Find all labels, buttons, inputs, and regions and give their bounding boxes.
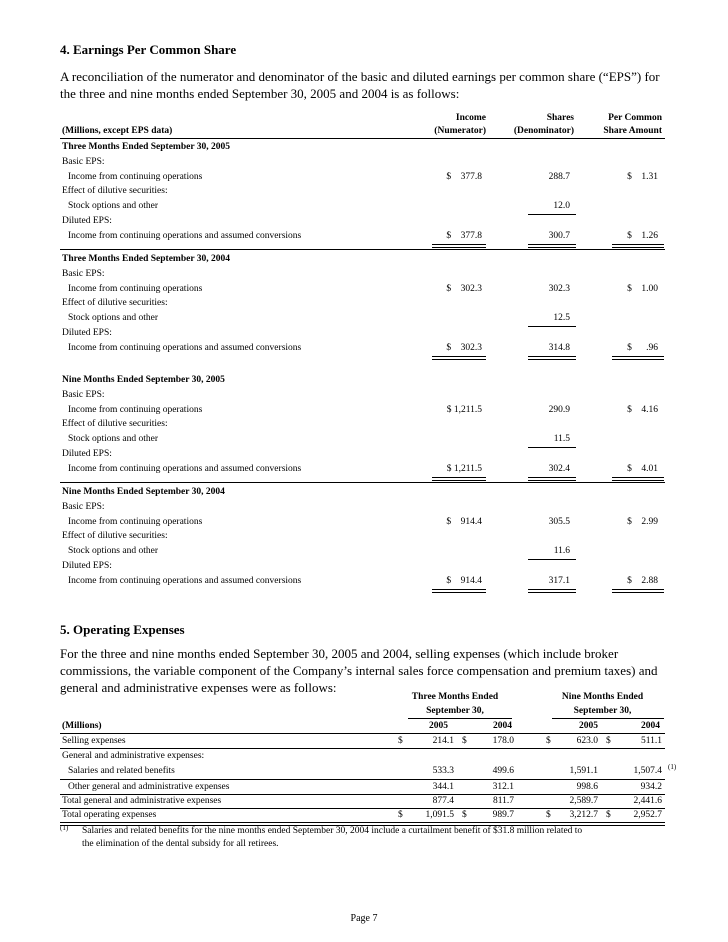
eps-diluted-income-value: $ 914.4: [446, 576, 482, 586]
eps-double-rule: [528, 244, 576, 248]
opex-header-rule: [60, 733, 665, 734]
eps-diluted-label: Diluted EPS:: [62, 216, 112, 226]
eps-block-title: Three Months Ended September 30, 2004: [62, 254, 231, 264]
eps-block-title: Nine Months Ended September 30, 2005: [62, 375, 225, 385]
opex-value: 1,507.4: [633, 766, 662, 776]
opex-value: 623.0: [576, 736, 598, 746]
opex-row-rule: [60, 779, 665, 780]
eps-basic-label: Basic EPS:: [62, 157, 105, 167]
eps-header-income-2: (Numerator): [434, 126, 486, 136]
eps-double-rule: [432, 356, 486, 360]
eps-per-share-value: $ 1.31: [627, 172, 658, 182]
opex-value: 533.3: [432, 766, 454, 776]
section-5-intro: For the three and nine months ended September 30, 2005 and 2004, selling expenses (which include broker commissions, the variable component of the Company’s internal sales force compensation and premium taxes) and general and administrative expenses were as follows:: [60, 646, 658, 695]
eps-diluted-income-label: Income from continuing operations and assumed conversions: [68, 576, 302, 586]
eps-header-rule: [60, 138, 665, 139]
opex-value: 998.6: [576, 782, 598, 792]
eps-basic-label: Basic EPS:: [62, 390, 105, 400]
opex-row-rule: [60, 808, 665, 809]
eps-double-rule: [432, 477, 486, 481]
opex-header-2004: 2004: [493, 721, 512, 731]
eps-diluted-shares-value: 302.4: [548, 464, 570, 474]
opex-row-rule: [60, 794, 665, 795]
opex-dollar-sign: $: [546, 810, 551, 820]
eps-income-label: Income from continuing operations: [68, 405, 203, 415]
opex-header-2005: 2005: [429, 721, 448, 731]
opex-value: 3,212.7: [569, 810, 598, 820]
eps-income-value: $ 1,211.5: [446, 405, 482, 415]
footnote-line-2: the elimination of the dental subsidy for all retirees.: [82, 839, 279, 849]
eps-options-rule: [528, 214, 576, 215]
footnote-line-1: Salaries and related benefits for the nine months ended September 30, 2004 include a curtailment benefit of $31.8 million related to: [82, 826, 583, 836]
opex-dollar-sign: $: [398, 810, 403, 820]
opex-header-nine-1: Nine Months Ended: [561, 692, 644, 702]
eps-diluted-income-label: Income from continuing operations and assumed conversions: [68, 343, 302, 353]
opex-header-three-2: September 30,: [426, 706, 484, 716]
opex-row-rule: [60, 748, 665, 749]
section-4-intro: A reconciliation of the numerator and denominator of the basic and diluted earnings per common share (“EPS”) for the three and nine months ended September 30, 2005 and 2004 is as follows:: [60, 69, 660, 101]
opex-value: 499.6: [492, 766, 514, 776]
eps-block-title: Nine Months Ended September 30, 2004: [62, 487, 225, 497]
eps-double-rule: [528, 356, 576, 360]
eps-diluted-per-share-value: $ 2.88: [627, 576, 658, 586]
eps-per-share-value: $ 1.00: [627, 284, 658, 294]
opex-row-label: Other general and administrative expenses: [68, 782, 230, 792]
eps-diluted-label: Diluted EPS:: [62, 328, 112, 338]
eps-diluted-income-value: $ 377.8: [446, 231, 482, 241]
eps-diluted-per-share-value: $ 4.01: [627, 464, 658, 474]
opex-value: 511.1: [640, 736, 662, 746]
eps-options-rule: [528, 559, 576, 560]
eps-per-share-value: $ 2.99: [627, 517, 658, 527]
eps-options-label: Stock options and other: [68, 546, 158, 556]
eps-diluted-per-share-value: $ .96: [627, 343, 658, 353]
opex-row-label: General and administrative expenses:: [62, 751, 205, 761]
eps-double-rule: [612, 477, 664, 481]
eps-double-rule: [612, 356, 664, 360]
eps-income-value: $ 302.3: [446, 284, 482, 294]
eps-diluted-income-value: $ 1,211.5: [446, 464, 482, 474]
opex-header-2005: 2005: [579, 721, 598, 731]
eps-header-shares-1: Shares: [546, 113, 574, 123]
opex-header-nine-2: September 30,: [573, 706, 632, 716]
eps-effect-label: Effect of dilutive securities:: [62, 186, 168, 196]
opex-row-label: Selling expenses: [62, 736, 126, 746]
opex-value: 344.1: [432, 782, 454, 792]
eps-block-title: Three Months Ended September 30, 2005: [62, 142, 231, 152]
eps-diluted-shares-value: 317.1: [548, 576, 570, 586]
eps-double-rule: [432, 244, 486, 248]
opex-value: 214.1: [432, 736, 454, 746]
eps-double-rule: [528, 477, 576, 481]
opex-dollar-sign: $: [398, 736, 403, 746]
eps-basic-label: Basic EPS:: [62, 269, 105, 279]
opex-value: 2,952.7: [633, 810, 662, 820]
eps-income-label: Income from continuing operations: [68, 172, 203, 182]
opex-value: 989.7: [492, 810, 514, 820]
footnote-mark: (1): [60, 824, 69, 832]
opex-header-rule: [552, 718, 664, 719]
opex-dollar-sign: $: [606, 810, 611, 820]
opex-value: 2,589.7: [569, 796, 598, 806]
eps-diluted-label: Diluted EPS:: [62, 449, 112, 459]
opex-row-label: Total general and administrative expenses: [62, 796, 222, 806]
eps-shares-value: 305.5: [548, 517, 570, 527]
eps-block-rule: [60, 249, 665, 250]
eps-double-rule: [612, 589, 664, 593]
eps-diluted-per-share-value: $ 1.26: [627, 231, 658, 241]
opex-value: 2,441.6: [633, 796, 662, 806]
eps-header-per-2: Share Amount: [603, 126, 662, 136]
eps-income-label: Income from continuing operations: [68, 517, 203, 527]
eps-diluted-label: Diluted EPS:: [62, 561, 112, 571]
eps-income-label: Income from continuing operations: [68, 284, 203, 294]
opex-header-rule: [408, 718, 512, 719]
opex-header-label: (Millions): [62, 721, 102, 731]
eps-shares-value: 288.7: [548, 172, 570, 182]
opex-value: 1,091.5: [425, 810, 454, 820]
opex-value: 811.7: [492, 796, 514, 806]
opex-value: 312.1: [492, 782, 514, 792]
eps-diluted-shares-value: 314.8: [548, 343, 570, 353]
opex-dollar-sign: $: [606, 736, 611, 746]
eps-income-value: $ 914.4: [446, 517, 482, 527]
eps-effect-label: Effect of dilutive securities:: [62, 298, 168, 308]
opex-header-three-1: Three Months Ended: [411, 692, 499, 702]
eps-diluted-shares-value: 300.7: [548, 231, 570, 241]
eps-shares-value: 302.3: [548, 284, 570, 294]
footnote-reference: (1): [668, 763, 677, 771]
eps-options-label: Stock options and other: [68, 313, 158, 323]
eps-income-value: $ 377.8: [446, 172, 482, 182]
section-4-title: 4. Earnings Per Common Share: [60, 42, 237, 57]
eps-double-rule: [432, 589, 486, 593]
eps-shares-value: 290.9: [548, 405, 570, 415]
eps-header-label: (Millions, except EPS data): [62, 126, 173, 136]
eps-block-rule: [60, 482, 665, 483]
opex-value: 877.4: [432, 796, 454, 806]
eps-per-share-value: $ 4.16: [627, 405, 658, 415]
eps-options-label: Stock options and other: [68, 434, 158, 444]
opex-dollar-sign: $: [546, 736, 551, 746]
eps-double-rule: [528, 589, 576, 593]
opex-dollar-sign: $: [462, 810, 467, 820]
eps-options-label: Stock options and other: [68, 201, 158, 211]
eps-options-value: 11.5: [553, 434, 570, 444]
eps-options-rule: [528, 326, 576, 327]
opex-dollar-sign: $: [462, 736, 467, 746]
eps-basic-label: Basic EPS:: [62, 502, 105, 512]
eps-options-value: 11.6: [553, 546, 570, 556]
opex-header-2004: 2004: [641, 721, 660, 731]
eps-double-rule: [612, 244, 664, 248]
opex-row-label: Salaries and related benefits: [68, 766, 175, 776]
eps-options-value: 12.0: [553, 201, 570, 211]
eps-effect-label: Effect of dilutive securities:: [62, 419, 168, 429]
eps-header-shares-2: (Denominator): [513, 126, 574, 136]
eps-header-per-1: Per Common: [608, 113, 662, 123]
eps-options-rule: [528, 447, 576, 448]
eps-options-value: 12.5: [553, 313, 570, 323]
eps-diluted-income-label: Income from continuing operations and assumed conversions: [68, 231, 302, 241]
section-5-title: 5. Operating Expenses: [60, 622, 185, 637]
opex-row-label: Total operating expenses: [62, 810, 157, 820]
eps-header-income-1: Income: [455, 113, 486, 123]
eps-diluted-income-label: Income from continuing operations and assumed conversions: [68, 464, 302, 474]
opex-value: 178.0: [492, 736, 514, 746]
eps-effect-label: Effect of dilutive securities:: [62, 531, 168, 541]
eps-diluted-income-value: $ 302.3: [446, 343, 482, 353]
opex-value: 1,591.1: [569, 766, 598, 776]
opex-value: 934.2: [640, 782, 662, 792]
page-number: Page 7: [350, 913, 378, 924]
